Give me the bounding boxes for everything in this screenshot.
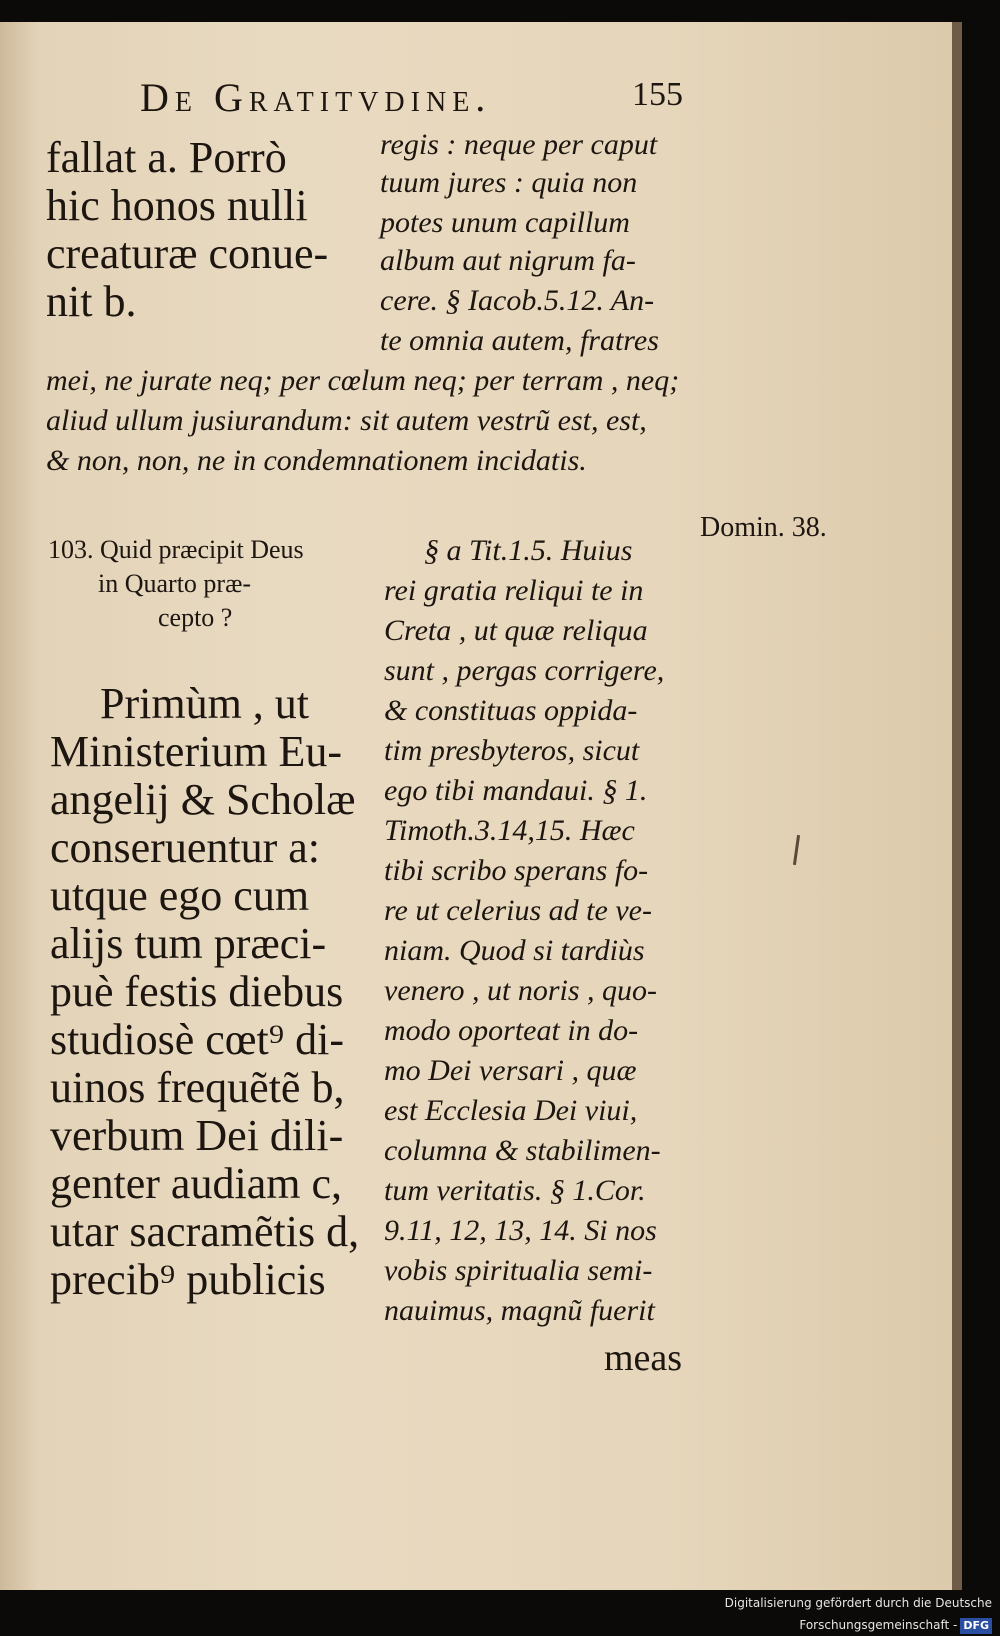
right-col-line: nauimus, magnũ fuerit bbox=[384, 1294, 655, 1327]
answer-line: precib⁹ publicis bbox=[50, 1255, 326, 1304]
right-col-line: tim presbyteros, sicut bbox=[384, 734, 640, 767]
wide-line: & non, non, ne in condemnationem incidatis. bbox=[46, 444, 587, 477]
page-edge bbox=[952, 22, 962, 1590]
answer-line: alijs tum præci- bbox=[50, 919, 327, 968]
right-col-line: Creta , ut quæ reliqua bbox=[384, 614, 648, 647]
right-col-line: vobis spiritualia semi- bbox=[384, 1254, 653, 1287]
top-left-line: hic honos nulli bbox=[46, 181, 308, 230]
footer-text: Digitalisierung gefördert durch die Deutsche Forschungsgemeinschaft - bbox=[724, 1596, 992, 1632]
page-number: 155 bbox=[632, 76, 683, 113]
question-line: cepto ? bbox=[158, 603, 233, 632]
question-line: in Quarto præ- bbox=[98, 569, 252, 598]
digitization-footer bbox=[580, 1592, 992, 1632]
margin-note: Domin. 38. bbox=[700, 512, 827, 543]
right-col-line: tibi scribo sperans fo- bbox=[384, 854, 649, 887]
question-line: 103. Quid præcipit Deus bbox=[48, 535, 304, 564]
top-right-line: te omnia autem, fratres bbox=[380, 324, 659, 357]
top-right-line: potes unum capillum bbox=[380, 206, 630, 239]
answer-line: Primùm , ut bbox=[100, 679, 310, 728]
right-col-line: venero , ut noris , quo- bbox=[384, 974, 658, 1007]
answer-line: puè festis diebus bbox=[50, 967, 344, 1016]
dfg-logo: DFG bbox=[960, 1618, 992, 1634]
answer-line: studiosè cœt⁹ di- bbox=[50, 1015, 344, 1064]
right-col-line: columna & stabilimen- bbox=[384, 1134, 661, 1167]
right-col-line: niam. Quod si tardiùs bbox=[384, 934, 645, 967]
right-col-line: 9.11, 12, 13, 14. Si nos bbox=[384, 1214, 657, 1247]
answer-line: Ministerium Eu- bbox=[50, 727, 343, 776]
right-col-line: rei gratia reliqui te in bbox=[384, 574, 644, 607]
answer-line: verbum Dei dili- bbox=[50, 1111, 344, 1160]
wide-line: mei, ne jurate neq; per cœlum neq; per terram , neq; bbox=[46, 364, 680, 397]
running-header-title: De Gratitvdine. bbox=[140, 75, 492, 120]
right-col-line: est Ecclesia Dei viui, bbox=[384, 1094, 638, 1127]
right-col-line: mo Dei versari , quæ bbox=[384, 1054, 637, 1087]
right-col-line: & constituas oppida- bbox=[384, 694, 638, 727]
answer-line: uinos frequẽtẽ b, bbox=[50, 1063, 345, 1112]
right-col-line: modo oporteat in do- bbox=[384, 1014, 639, 1047]
top-left-line: nit b. bbox=[46, 277, 137, 326]
answer-line: angelij & Scholæ bbox=[50, 775, 356, 824]
right-col-line: § a Tit.1.5. Huius bbox=[424, 534, 633, 567]
answer-line: utar sacramẽtis d, bbox=[50, 1207, 360, 1256]
right-col-line: ego tibi mandaui. § 1. bbox=[384, 774, 648, 807]
right-col-line: sunt , pergas corrigere, bbox=[384, 654, 665, 687]
right-col-line: tum veritatis. § 1.Cor. bbox=[384, 1174, 646, 1207]
right-col-line: Timoth.3.14,15. Hæc bbox=[384, 814, 635, 847]
wide-line: aliud ullum jusiurandum: sit autem vestrũ est, est, bbox=[46, 404, 647, 437]
top-right-line: cere. § Iacob.5.12. An- bbox=[380, 284, 655, 317]
answer-line: genter audiam c, bbox=[50, 1159, 342, 1208]
right-col-line: re ut celerius ad te ve- bbox=[384, 894, 652, 927]
top-left-line: fallat a. Porrò bbox=[46, 133, 287, 182]
answer-line: conseruentur a: bbox=[50, 823, 320, 872]
top-right-line: tuum jures : quia non bbox=[380, 166, 638, 199]
top-left-line: creaturæ conue- bbox=[46, 229, 329, 278]
catchword: meas bbox=[604, 1337, 683, 1379]
answer-line: utque ego cum bbox=[50, 871, 310, 920]
top-right-line: album aut nigrum fa- bbox=[380, 244, 636, 277]
top-right-line: regis : neque per caput bbox=[380, 128, 658, 161]
